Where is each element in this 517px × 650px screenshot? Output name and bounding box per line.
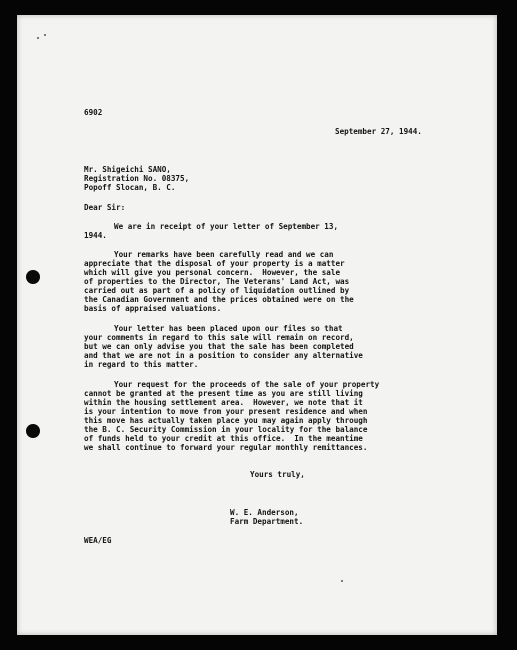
closing: Yours truly, <box>250 470 305 479</box>
paragraph-line: is your intention to move from your present residence and when <box>84 407 368 416</box>
paragraph-line: and that we are not in a position to consider any alternative <box>84 351 363 360</box>
file-number: 6902 <box>84 108 103 117</box>
paragraph-line: Your request for the proceeds of the sale of your property <box>114 380 380 389</box>
paragraph-line: the B. C. Security Commission in your locality for the balance <box>84 425 368 434</box>
typist-initials: WEA/EG <box>84 536 112 545</box>
paper-speck <box>37 37 39 39</box>
paragraph-line: we shall continue to forward your regular monthly remittances. <box>84 443 368 452</box>
signatory-department: Farm Department. <box>230 517 304 526</box>
paragraph-line: within the housing settlement area. However, we note that it <box>84 398 363 407</box>
paragraph-line: of properties to the Director, The Veterans' Land Act, was <box>84 277 350 286</box>
salutation: Dear Sir: <box>84 203 126 212</box>
paragraph-line: We are in receipt of your letter of September 13, <box>114 222 339 231</box>
signatory-name: W. E. Anderson, <box>230 508 299 517</box>
paragraph-line: but we can only advise you that the sale has been completed <box>84 342 354 351</box>
paragraph-line: Your letter has been placed upon our files so that <box>114 324 343 333</box>
paragraph-line: 1944. <box>84 231 107 240</box>
paragraph-line: this move has actually taken place you may again apply through <box>84 416 368 425</box>
paragraph-line: of funds held to your credit at this office. In the meantime <box>84 434 363 443</box>
recipient-location: Popoff Slocan, B. C. <box>84 183 176 192</box>
paper-speck <box>44 34 46 36</box>
letter-page <box>17 15 497 635</box>
paragraph-line: carried out as part of a policy of liquidation outlined by <box>84 286 350 295</box>
letter-date: September 27, 1944. <box>335 127 422 136</box>
paragraph-line: in regard to this matter. <box>84 360 199 369</box>
recipient-name: Mr. Shigeichi SANO, <box>84 165 171 174</box>
punch-hole-bottom <box>26 424 40 438</box>
punch-hole-top <box>26 270 40 284</box>
recipient-registration: Registration No. 08375, <box>84 174 190 183</box>
paper-speck <box>341 580 343 582</box>
paragraph-line: Your remarks have been carefully read and we can <box>114 250 334 259</box>
paragraph-line: appreciate that the disposal of your property is a matter <box>84 259 345 268</box>
paragraph-line: basis of appraised valuations. <box>84 304 222 313</box>
paragraph-line: the Canadian Government and the prices obtained were on the <box>84 295 354 304</box>
paragraph-line: which will give you personal concern. However, the sale <box>84 268 341 277</box>
paragraph-line: your comments in regard to this sale will remain on record, <box>84 333 354 342</box>
paragraph-line: cannot be granted at the present time as you are still living <box>84 389 363 398</box>
